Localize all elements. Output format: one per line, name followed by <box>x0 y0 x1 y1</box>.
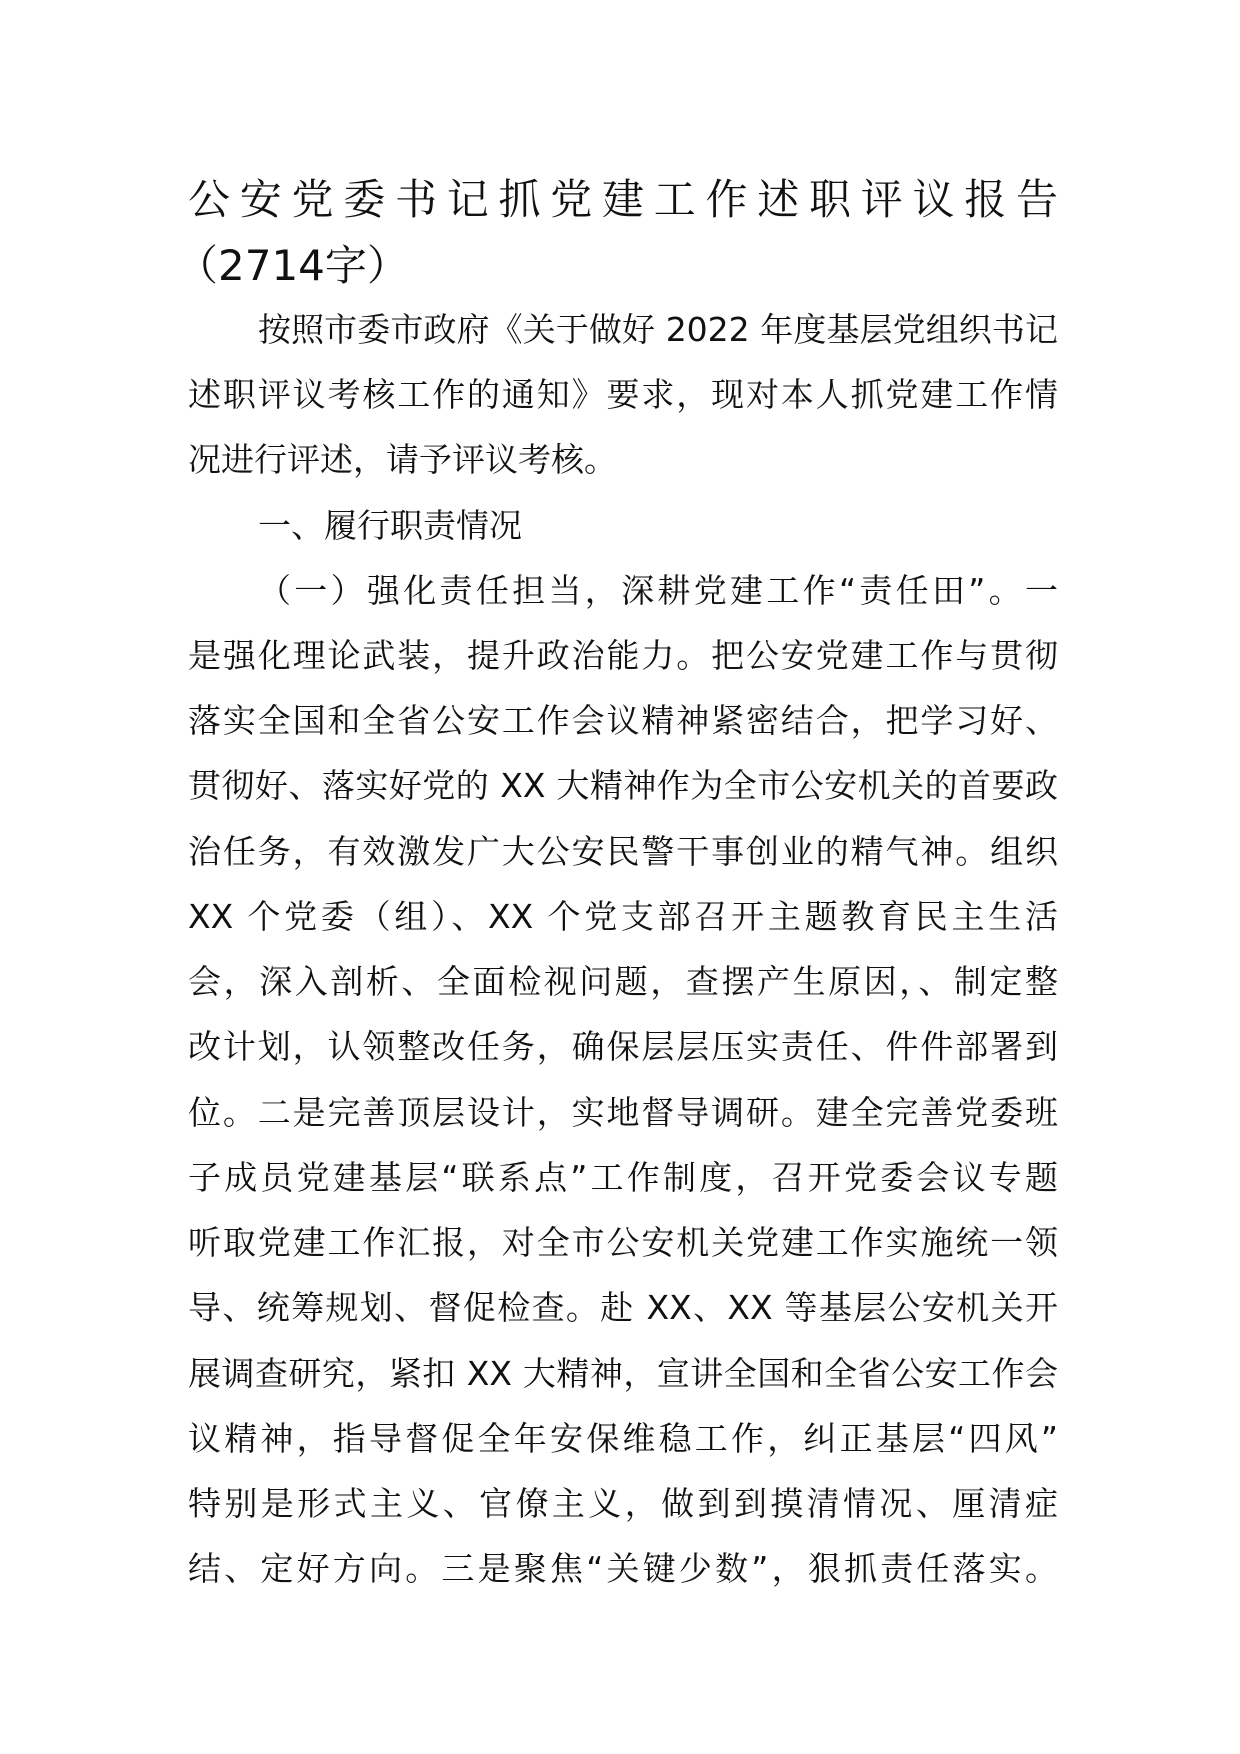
paragraph-line: 改计划，认领整改任务，确保层层压实责任、件件部署到 <box>188 1027 1058 1066</box>
document-title-word-count: （2714字） <box>176 241 409 290</box>
paragraph-line: 治任务，有效激发广大公安民警干事创业的精气神。组织 <box>188 832 1058 871</box>
paragraph-line: 按照市委市政府《关于做好 2022 年度基层党组织书记 <box>258 310 1058 349</box>
paragraph-line: 议精神，指导督促全年安保维稳工作，纠正基层“四风” <box>188 1419 1058 1458</box>
paragraph-line: 结、定好方向。三是聚焦“关键少数”，狠抓责任落实。 <box>188 1549 1058 1588</box>
paragraph-line: 导、统筹规划、督促检查。赴 XX、XX 等基层公安机关开 <box>188 1288 1058 1327</box>
section-heading: 一、履行职责情况 <box>258 506 522 545</box>
paragraph-line: 会，深入剖析、全面检视问题，查摆产生原因，、制定整 <box>188 962 1058 1001</box>
paragraph-line: 特别是形式主义、官僚主义，做到到摸清情况、厘清症 <box>188 1484 1058 1523</box>
paragraph-line: 落实全国和全省公安工作会议精神紧密结合，把学习好、 <box>188 701 1058 740</box>
paragraph-line: 是强化理论武装，提升政治能力。把公安党建工作与贯彻 <box>188 636 1058 675</box>
paragraph-line: 展调查研究，紧扣 XX 大精神，宣讲全国和全省公安工作会 <box>188 1354 1058 1393</box>
paragraph-line: 听取党建工作汇报，对全市公安机关党建工作实施统一领 <box>188 1223 1058 1262</box>
document-title: 公安党委书记抓党建工作述职评议报告 <box>188 175 1058 224</box>
paragraph-line: 位。二是完善顶层设计，实地督导调研。建全完善党委班 <box>188 1093 1058 1132</box>
paragraph-line: 贯彻好、落实好党的 XX 大精神作为全市公安机关的首要政 <box>188 766 1058 805</box>
paragraph-line: （一）强化责任担当，深耕党建工作“责任田”。一 <box>258 571 1058 610</box>
paragraph-line: 况进行评述，请予评议考核。 <box>188 440 617 479</box>
paragraph-line: 述职评议考核工作的通知》要求，现对本人抓党建工作情 <box>188 375 1058 414</box>
paragraph-line: XX 个党委（组）、XX 个党支部召开主题教育民主生活 <box>188 897 1058 936</box>
paragraph-line: 子成员党建基层“联系点”工作制度，召开党委会议专题 <box>188 1158 1058 1197</box>
